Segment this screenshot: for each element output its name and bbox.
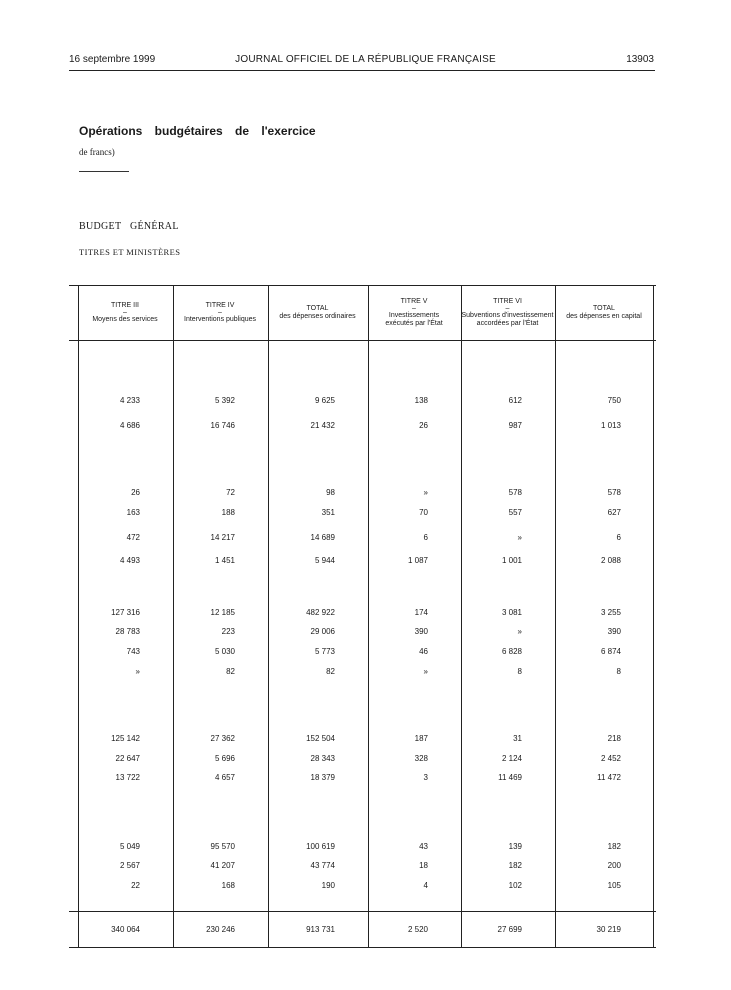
table-cell: 2 520 — [407, 925, 428, 934]
table-total-rule — [69, 911, 656, 912]
table-cell: 26 — [131, 488, 140, 497]
table-cell: 6 — [423, 533, 428, 542]
table-cell: 21 432 — [310, 421, 335, 430]
table-cell: 188 — [221, 508, 235, 517]
table-cell: 4 657 — [214, 773, 235, 782]
subsection-heading: TITRES ET MINISTÈRES — [79, 247, 181, 257]
table-cell: 29 006 — [310, 627, 335, 636]
table-cell: 3 081 — [501, 608, 522, 617]
table-cell: 2 124 — [501, 754, 522, 763]
column-header-line: TOTAL — [306, 304, 329, 312]
column-header — [78, 285, 172, 340]
column-divider — [653, 285, 654, 947]
table-cell: 218 — [607, 734, 621, 743]
column-header-line: – — [123, 308, 127, 316]
column-header-line: – — [505, 304, 510, 312]
budget-table — [69, 285, 656, 947]
table-cell: 46 — [419, 647, 428, 656]
column-header-line: TITRE V — [400, 297, 428, 305]
column-header-line: Subventions d'investissement — [461, 311, 554, 319]
table-cell: 22 647 — [115, 754, 140, 763]
table-cell: 750 — [607, 396, 621, 405]
table-cell: 578 — [508, 488, 522, 497]
column-header-line: exécutés par l'État — [385, 319, 443, 327]
table-header-rule — [69, 340, 656, 341]
table-cell: 70 — [419, 508, 428, 517]
table-cell: 174 — [414, 608, 428, 617]
table-cell: 390 — [414, 627, 428, 636]
table-cell: 5 696 — [214, 754, 235, 763]
table-cell: 5 773 — [314, 647, 335, 656]
table-cell: 2 567 — [119, 861, 140, 870]
table-cell: 4 233 — [119, 396, 140, 405]
table-cell: 482 922 — [306, 608, 335, 617]
page-number: 13903 — [626, 54, 654, 65]
table-cell: 351 — [321, 508, 335, 517]
table-cell: 6 874 — [600, 647, 621, 656]
table-cell: 8 — [517, 667, 522, 676]
table-cell: 100 619 — [306, 842, 335, 851]
table-cell: 95 570 — [210, 842, 235, 851]
table-cell: 43 774 — [310, 861, 335, 870]
table-cell: 16 746 — [210, 421, 235, 430]
table-cell: 18 — [419, 861, 428, 870]
unit-note: de francs) — [79, 147, 115, 157]
table-cell: 4 493 — [119, 556, 140, 565]
document-title: Opérations budgétaires de l'exercice — [79, 124, 316, 138]
table-cell: 390 — [607, 627, 621, 636]
column-header-line: accordées par l'État — [476, 319, 539, 327]
table-cell: 82 — [226, 667, 235, 676]
table-cell: 987 — [508, 421, 522, 430]
table-cell: 12 185 — [210, 608, 235, 617]
table-cell: 152 504 — [306, 734, 335, 743]
table-cell: 102 — [508, 881, 522, 890]
table-cell: 14 217 — [210, 533, 235, 542]
table-cell: 1 087 — [407, 556, 428, 565]
table-bottom-rule — [69, 947, 656, 948]
column-header-line: TITRE VI — [493, 297, 522, 305]
table-cell: 223 — [221, 627, 235, 636]
column-header-line: TOTAL — [593, 304, 615, 312]
column-header — [173, 285, 267, 340]
table-cell: 200 — [607, 861, 621, 870]
column-header-line: des dépenses ordinaires — [279, 312, 356, 320]
table-cell: 743 — [126, 647, 140, 656]
table-cell: 5 049 — [119, 842, 140, 851]
table-cell: 98 — [326, 488, 335, 497]
table-cell: 72 — [226, 488, 235, 497]
column-header — [368, 285, 460, 340]
table-cell: 11 469 — [498, 773, 522, 782]
table-cell: 13 722 — [115, 773, 140, 782]
table-cell: 187 — [414, 734, 428, 743]
table-cell: 230 246 — [206, 925, 235, 934]
table-cell: 22 — [131, 881, 140, 890]
column-divider — [555, 285, 556, 947]
column-header-line: – — [218, 308, 222, 316]
table-cell: 1 013 — [600, 421, 621, 430]
table-cell: 328 — [414, 754, 428, 763]
column-header — [268, 285, 367, 340]
table-cell: 4 — [423, 881, 428, 890]
column-divider — [78, 285, 79, 947]
column-divider — [173, 285, 174, 947]
table-cell: 182 — [607, 842, 621, 851]
column-header — [461, 285, 554, 340]
table-cell: 27 362 — [210, 734, 235, 743]
table-cell: 31 — [513, 734, 522, 743]
table-cell: 627 — [607, 508, 621, 517]
table-cell: 27 699 — [497, 925, 522, 934]
table-cell: 14 689 — [310, 533, 335, 542]
table-cell: » — [135, 667, 140, 676]
column-header-line: – — [412, 304, 416, 312]
table-cell: 182 — [508, 861, 522, 870]
header-date: 16 septembre 1999 — [69, 54, 156, 65]
table-cell: 3 — [423, 773, 428, 782]
header-rule — [69, 70, 655, 71]
title-divider — [79, 171, 129, 172]
table-cell: 6 — [616, 533, 621, 542]
table-cell: 163 — [126, 508, 140, 517]
table-cell: 43 — [419, 842, 428, 851]
table-cell: 8 — [616, 667, 621, 676]
column-divider — [268, 285, 269, 947]
table-cell: 5 030 — [214, 647, 235, 656]
table-cell: 3 255 — [600, 608, 621, 617]
table-cell: » — [423, 667, 428, 676]
table-cell: » — [517, 627, 522, 636]
table-cell: 127 316 — [111, 608, 140, 617]
column-header-line: TITRE IV — [205, 301, 235, 309]
table-cell: » — [517, 533, 522, 542]
table-cell: 612 — [508, 396, 522, 405]
journal-title: JOURNAL OFFICIEL DE LA RÉPUBLIQUE FRANÇAISE — [235, 54, 496, 65]
column-header-line: Interventions publiques — [184, 315, 256, 323]
table-cell: 472 — [126, 533, 140, 542]
table-cell: 2 088 — [600, 556, 621, 565]
table-cell: 6 828 — [501, 647, 522, 656]
table-cell: 340 064 — [111, 925, 140, 934]
table-cell: 9 625 — [314, 396, 335, 405]
section-heading: BUDGET GÉNÉRAL — [79, 221, 179, 232]
column-divider — [461, 285, 462, 947]
table-cell: 168 — [221, 881, 235, 890]
table-cell: 41 207 — [210, 861, 235, 870]
column-divider — [368, 285, 369, 947]
table-cell: 139 — [508, 842, 522, 851]
column-header-line: des dépenses en capital — [566, 312, 642, 320]
table-cell: 4 686 — [119, 421, 140, 430]
table-cell: 1 001 — [501, 556, 522, 565]
table-cell: 125 142 — [111, 734, 140, 743]
table-cell: 26 — [419, 421, 428, 430]
column-header — [555, 285, 653, 340]
table-cell: » — [423, 488, 428, 497]
table-cell: 18 379 — [310, 773, 335, 782]
column-header-line: Investissements — [388, 311, 440, 319]
table-cell: 913 731 — [306, 925, 335, 934]
table-cell: 5 392 — [214, 396, 235, 405]
table-cell: 138 — [414, 396, 428, 405]
table-cell: 5 944 — [314, 556, 335, 565]
column-header-line: TITRE III — [111, 301, 139, 309]
table-cell: 30 219 — [596, 925, 621, 934]
table-cell: 2 452 — [600, 754, 621, 763]
table-cell: 28 783 — [115, 627, 140, 636]
table-cell: 28 343 — [310, 754, 335, 763]
table-cell: 578 — [607, 488, 621, 497]
table-cell: 1 451 — [214, 556, 235, 565]
table-cell: 11 472 — [597, 773, 621, 782]
column-header-line: Moyens des services — [92, 315, 158, 323]
table-cell: 557 — [508, 508, 522, 517]
table-cell: 190 — [321, 881, 335, 890]
table-cell: 82 — [326, 667, 335, 676]
table-cell: 105 — [607, 881, 621, 890]
